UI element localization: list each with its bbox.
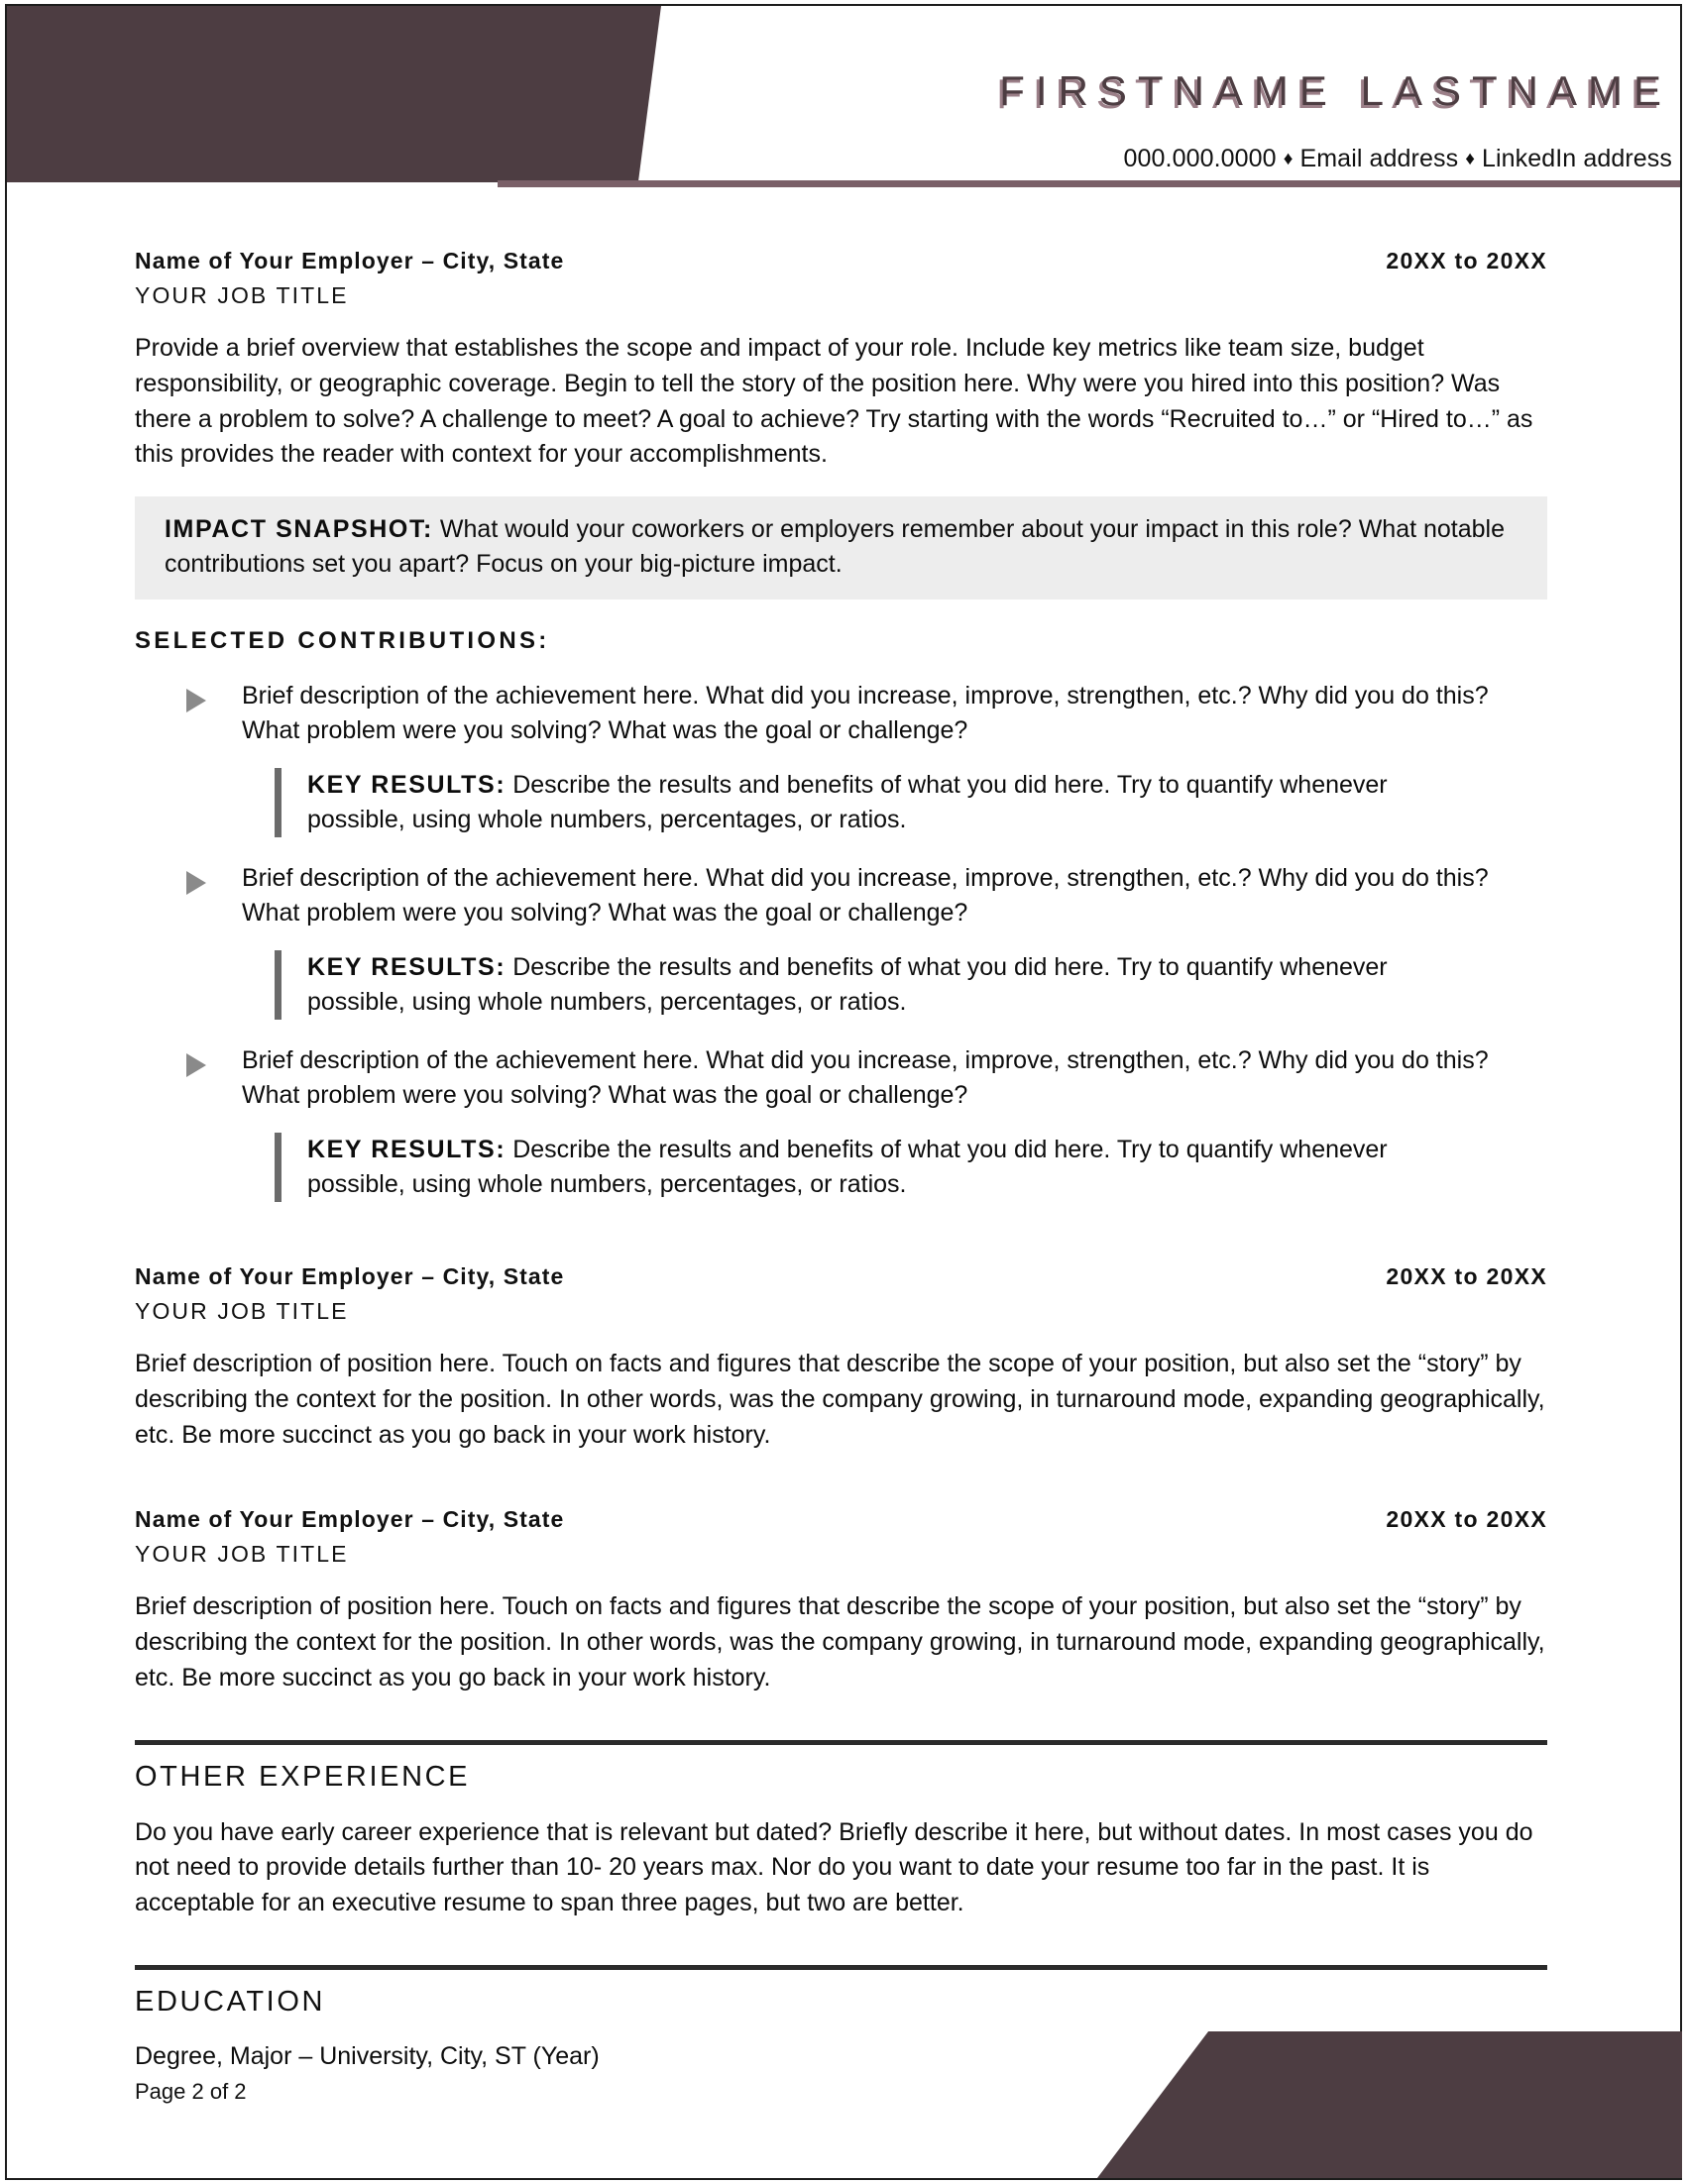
- employer-name-1: Name of Your Employer – City, State: [135, 248, 565, 273]
- phone-number: 000.000.0000: [1123, 145, 1277, 172]
- contribution-bullet-2: [135, 861, 1547, 930]
- key-results-block-1: [275, 768, 1454, 837]
- job-entry-1: [135, 248, 1547, 1202]
- diamond-separator-icon-2: ♦: [1465, 149, 1475, 169]
- section-divider-2: [135, 1965, 1547, 1970]
- triangle-bullet-icon-3: [186, 1053, 208, 1113]
- section-title-other-experience: OTHER EXPERIENCE: [135, 1760, 471, 1793]
- contribution-bullet-1: [135, 679, 1547, 748]
- job-summary-3: Brief description of position here. Touch on facts and figures that describe the scope of your position, but also set the “story” by describing the context for the position. In other words, was the company growing, in turnaround mode, expanding geographically, etc. Be more succinct as you go back in your work history.: [135, 1592, 1545, 1692]
- triangle-bullet-icon-2: [186, 871, 208, 930]
- key-results-label-1: KEY RESULTS:: [307, 771, 507, 799]
- job-summary-1: Provide a brief overview that establishes the scope and impact of your role. Include key metrics like team size, budget responsibility, or geographic coverage. Begin to tell the story of the position here. Why were you hired into this position? Was there a problem to solve? A challenge to meet? A goal to achieve? Try starting with the words “Recruited to…” or “Hired to…” as this provides the reader with context for your accomplishments.: [135, 334, 1533, 469]
- section-title-education: EDUCATION: [135, 1985, 326, 2018]
- linkedin-address: LinkedIn address: [1481, 145, 1672, 172]
- job-summary-2: Brief description of position here. Touch on facts and figures that describe the scope of your position, but also set the “story” by describing the context for the position. In other words, was the company growing, in turnaround mode, expanding geographically, etc. Be more succinct as you go back in your work history.: [135, 1350, 1545, 1449]
- employment-dates-2: 20XX to 20XX: [1386, 1263, 1547, 1289]
- employer-name-3: Name of Your Employer – City, State: [135, 1506, 565, 1533]
- employment-dates-1: 20XX to 20XX: [1386, 248, 1547, 273]
- impact-snapshot-label: IMPACT SNAPSHOT:: [165, 515, 433, 543]
- contribution-bullet-3: [135, 1043, 1547, 1113]
- employer-name-2: Name of Your Employer – City, State: [135, 1263, 565, 1289]
- impact-snapshot-text: What would your coworkers or employers remember about your impact in this role? What notable contributions set you apart? Focus on your big-picture impact.: [165, 515, 1506, 578]
- section-other-experience: [135, 1740, 1547, 1921]
- key-results-block-3: [275, 1133, 1454, 1202]
- email-address: Email address: [1299, 145, 1459, 172]
- triangle-bullet-icon: [186, 689, 208, 748]
- candidate-name: FIRSTNAME LASTNAME: [999, 67, 1672, 114]
- diamond-separator-icon: ♦: [1283, 149, 1294, 169]
- contribution-text-3: Brief description of the achievement here. What did you increase, improve, strengthen, etc.? Why did you do this? What problem were you solving? What was the goal or challenge?: [242, 1046, 1489, 1109]
- contribution-text-2: Brief description of the achievement here. What did you increase, improve, strengthen, etc.? Why did you do this? What problem were you solving? What was the goal or challenge?: [242, 864, 1489, 927]
- header-accent-shape: [7, 6, 661, 182]
- key-results-text-3: Describe the results and benefits of what you did here. Try to quantify whenever possible, using whole numbers, percentages, or ratios.: [307, 1136, 1388, 1198]
- job-header-2: [135, 1263, 1547, 1290]
- resume-content: [135, 248, 1547, 2071]
- section-divider-1: [135, 1740, 1547, 1745]
- key-results-label-3: KEY RESULTS:: [307, 1136, 507, 1163]
- job-header-1: [135, 248, 1547, 274]
- job-entry-3: [135, 1506, 1547, 1695]
- impact-snapshot-box: [135, 496, 1547, 600]
- key-results-label-2: KEY RESULTS:: [307, 953, 507, 981]
- job-header-3: [135, 1506, 1547, 1533]
- key-results-block-2: [275, 950, 1454, 1020]
- contact-line: [1124, 145, 1672, 173]
- section-body-other-experience: Do you have early career experience that is relevant but dated? Briefly describe it here, but without dates. In most cases you do not need to provide details further than 10- 20 years max. Nor do you want to date your resume too far in the past. It is acceptable for an executive resume to span three pages, but two are better.: [135, 1817, 1533, 1916]
- employment-dates-3: 20XX to 20XX: [1386, 1506, 1547, 1533]
- job-entry-2: [135, 1263, 1547, 1453]
- job-title-1: YOUR JOB TITLE: [135, 282, 349, 308]
- key-results-text-2: Describe the results and benefits of what you did here. Try to quantify whenever possible, using whole numbers, percentages, or ratios.: [307, 953, 1388, 1016]
- page-number: Page 2 of 2: [135, 2079, 247, 2104]
- key-results-text-1: Describe the results and benefits of what you did here. Try to quantify whenever possible, using whole numbers, percentages, or ratios.: [307, 771, 1388, 833]
- contribution-text-1: Brief description of the achievement here. What did you increase, improve, strengthen, etc.? Why did you do this? What problem were you solving? What was the goal or challenge?: [242, 682, 1489, 744]
- page-header: [7, 6, 1680, 189]
- job-title-3: YOUR JOB TITLE: [135, 1541, 349, 1568]
- job-title-2: YOUR JOB TITLE: [135, 1298, 349, 1324]
- header-rule: [498, 180, 1680, 187]
- selected-contributions-heading: SELECTED CONTRIBUTIONS:: [135, 627, 550, 654]
- education-entry: Degree, Major – University, City, ST (Year): [135, 2041, 600, 2070]
